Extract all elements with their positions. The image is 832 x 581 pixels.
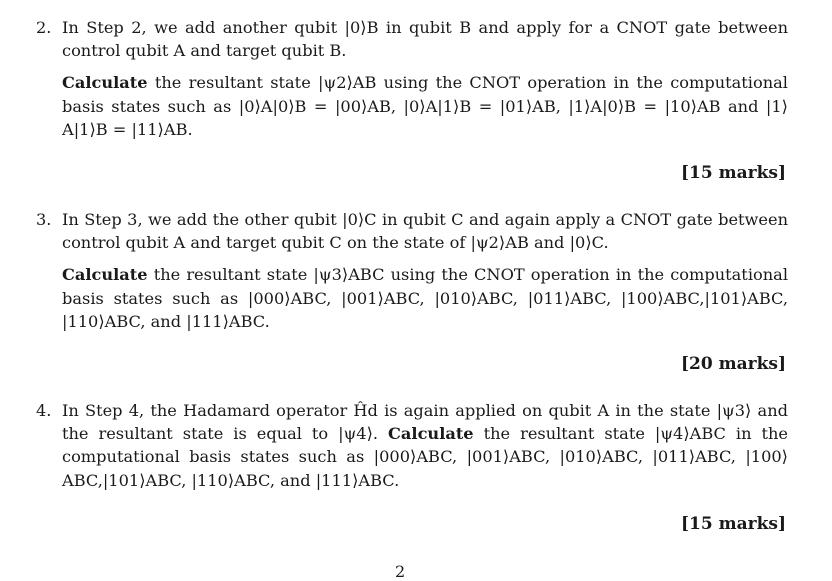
task-keyword: Calculate	[388, 424, 474, 444]
task-keyword: Calculate	[62, 265, 148, 285]
question-task	[62, 263, 788, 333]
task-keyword: Calculate	[62, 73, 148, 93]
task-text: the resultant state |ψ3⟩ABC using the CNOT operation in the computational basis states such as |000⟩ABC, |001⟩ABC, |010⟩ABC, |011⟩ABC, |100⟩ABC,|101⟩ABC, |110⟩ABC, and |111⟩ABC.	[62, 265, 788, 331]
question-number: 4.	[36, 401, 52, 420]
question-number: 2.	[36, 18, 52, 37]
question-2	[36, 16, 788, 141]
question-intro: In Step 2, we add another qubit |0⟩B in qubit B and apply for a CNOT gate between control qubit A and target qubit B.	[62, 18, 788, 61]
marks-label-q3: [20 marks]	[681, 354, 786, 374]
question-intro: In Step 3, we add the other qubit |0⟩C in qubit C and again apply a CNOT gate between control qubit A and target qubit C on the state of |ψ2⟩AB and |0⟩C.	[62, 210, 788, 253]
task-text: the resultant state |ψ2⟩AB using the CNOT operation in the computational basis states such as |0⟩A|0⟩B = |00⟩AB, |0⟩A|1⟩B = |01⟩AB, |1⟩A|0⟩B = |10⟩AB and |1⟩A|1⟩B = |11⟩AB.	[62, 73, 788, 139]
question-number: 3.	[36, 210, 52, 229]
question-text	[62, 399, 788, 492]
question-intro: In Step 4, the Hadamard operator Ĥd is again applied on qubit A in the state |ψ3⟩ and the resultant state is equal to |ψ4⟩.	[62, 401, 788, 444]
marks-label-q2: [15 marks]	[681, 163, 786, 183]
question-3	[36, 208, 788, 333]
task-text: the resultant state |ψ4⟩ABC in the computational basis states such as |000⟩ABC, |001⟩ABC, |010⟩ABC, |011⟩ABC, |100⟩ABC,|101⟩ABC, |110⟩ABC, and |111⟩ABC.	[62, 424, 788, 490]
page-number: 2	[395, 562, 406, 581]
question-task	[62, 71, 788, 141]
question-4	[36, 399, 788, 492]
marks-label-q4: [15 marks]	[681, 514, 786, 534]
